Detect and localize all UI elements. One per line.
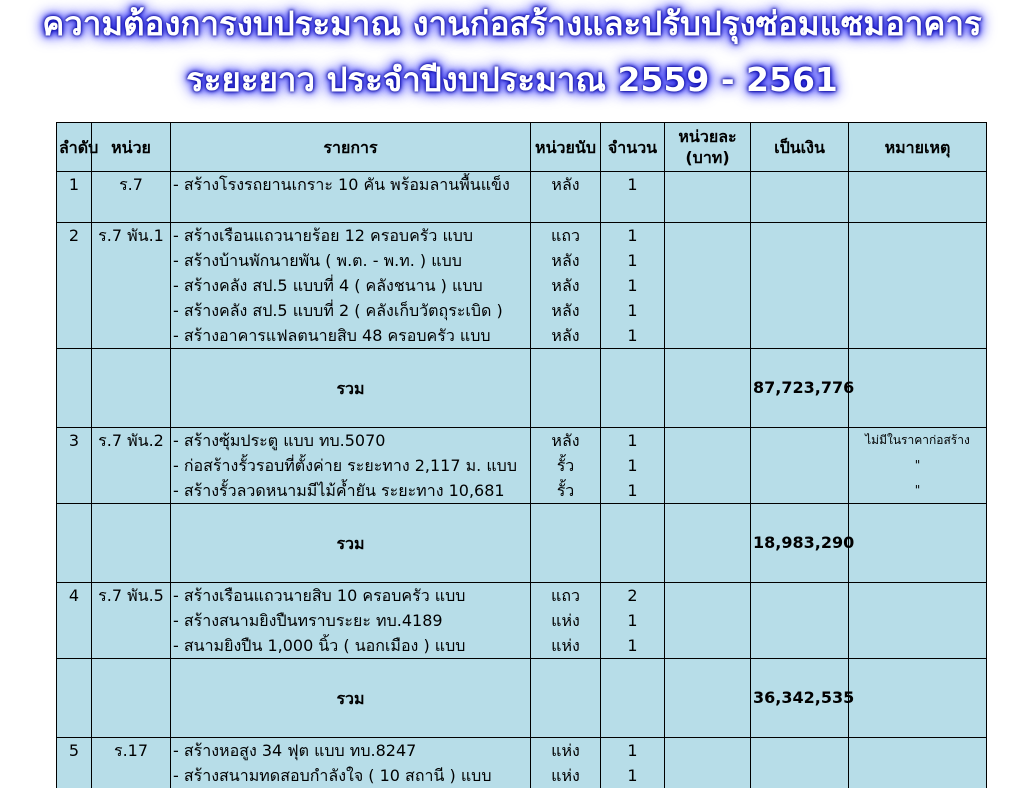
- row-desc: - สนามยิงปืน 1,000 นิ้ว ( นอกเมือง ) แบบ: [171, 633, 531, 659]
- row-remark: [849, 298, 987, 323]
- row-unit: ร.17: [92, 738, 171, 764]
- row-desc: - สร้างหอสูง 34 ฟุต แบบ ทบ.8247: [171, 738, 531, 764]
- row-no: 3: [57, 428, 92, 454]
- row-count-unit: แห่ง: [531, 633, 601, 659]
- row-count-unit: แถว: [531, 583, 601, 609]
- row-unit-price: [665, 172, 751, 198]
- row-count-unit: รั้ว: [531, 478, 601, 504]
- header-remark: หมายเหตุ: [849, 123, 987, 172]
- row-desc: - สร้างซุ้มประตู แบบ ทบ.5070: [171, 428, 531, 454]
- row-remark: [849, 273, 987, 298]
- row-count-unit: แห่ง: [531, 738, 601, 764]
- row-desc: - สร้างคลัง สป.5 แบบที่ 2 ( คลังเก็บวัตถุระเบิด ): [171, 298, 531, 323]
- budget-table: [56, 122, 987, 788]
- row-count-unit: หลัง: [531, 323, 601, 349]
- row-count-unit: หลัง: [531, 428, 601, 454]
- row-remark: ": [849, 478, 987, 504]
- row-qty: 1: [601, 298, 665, 323]
- row-desc: - สร้างโรงรถยานเกราะ 10 คัน พร้อมลานพื้นแข็ง: [171, 172, 531, 198]
- row-desc: - ก่อสร้างรั้วรอบที่ตั้งค่าย ระยะทาง 2,117 ม. แบบ: [171, 453, 531, 478]
- row-count-unit: แถว: [531, 223, 601, 249]
- total-amount: 18,983,290: [751, 504, 849, 583]
- row-qty: 1: [601, 172, 665, 198]
- table-row: [57, 197, 987, 223]
- row-qty: 1: [601, 453, 665, 478]
- table-header-row: [57, 123, 987, 172]
- row-count-unit: หลัง: [531, 298, 601, 323]
- row-qty: 1: [601, 248, 665, 273]
- row-desc: - สร้างคลัง สป.5 แบบที่ 4 ( คลังชนาน ) แบบ: [171, 273, 531, 298]
- row-remark: [849, 172, 987, 198]
- row-count-unit: หลัง: [531, 273, 601, 298]
- row-count-unit: หลัง: [531, 248, 601, 273]
- row-desc: - สร้างสนามทดสอบกำลังใจ ( 10 สถานี ) แบบ: [171, 763, 531, 788]
- total-amount: 87,723,776: [751, 349, 849, 428]
- row-qty: 1: [601, 478, 665, 504]
- table-row: [57, 583, 987, 609]
- row-count-unit: แห่ง: [531, 763, 601, 788]
- row-unit: ร.7: [92, 172, 171, 198]
- row-desc: - สร้างเรือนแถวนายร้อย 12 ครอบครัว แบบ: [171, 223, 531, 249]
- header-no: ลำดับ: [57, 123, 92, 172]
- table-row: [57, 738, 987, 764]
- row-unit: ร.7 พัน.2: [92, 428, 171, 454]
- row-qty: 2: [601, 583, 665, 609]
- row-count-unit: หลัง: [531, 172, 601, 198]
- total-row: [57, 349, 987, 428]
- table-row: [57, 763, 987, 788]
- table-row: [57, 273, 987, 298]
- total-label: รวม: [171, 504, 531, 583]
- row-desc: - สร้างอาคารแฟลตนายสิบ 48 ครอบครัว แบบ: [171, 323, 531, 349]
- row-desc: - สร้างรั้วลวดหนามมีไม้ค้ำยัน ระยะทาง 10,681: [171, 478, 531, 504]
- row-no: 4: [57, 583, 92, 609]
- table-row: [57, 608, 987, 633]
- header-qty: จำนวน: [601, 123, 665, 172]
- row-remark: [849, 738, 987, 764]
- row-count-unit: รั้ว: [531, 453, 601, 478]
- row-qty: 1: [601, 633, 665, 659]
- row-remark: ": [849, 453, 987, 478]
- table-row: [57, 478, 987, 504]
- title-line-1: ความต้องการงบประมาณ งานก่อสร้างและปรับปรุงซ่อมแซมอาคาร: [42, 4, 982, 43]
- row-desc: - สร้างบ้านพักนายพัน ( พ.ต. - พ.ท. ) แบบ: [171, 248, 531, 273]
- row-remark: [849, 633, 987, 659]
- row-remark: [849, 608, 987, 633]
- table-row: [57, 223, 987, 249]
- row-qty: 1: [601, 323, 665, 349]
- header-unit-price: หน่วยละ (บาท): [665, 123, 751, 172]
- header-unit: หน่วย: [92, 123, 171, 172]
- row-unit: ร.7 พัน.1: [92, 223, 171, 249]
- row-qty: 1: [601, 273, 665, 298]
- row-qty: 1: [601, 763, 665, 788]
- header-amount: เป็นเงิน: [751, 123, 849, 172]
- row-remark: [849, 323, 987, 349]
- table-row: [57, 633, 987, 659]
- total-amount: 36,342,535: [751, 659, 849, 738]
- header-item: รายการ: [171, 123, 531, 172]
- row-remark: [849, 248, 987, 273]
- row-remark: [849, 763, 987, 788]
- table-row: [57, 248, 987, 273]
- title-line-2: ระยะยาว ประจำปีงบประมาณ 2559 - 2561: [186, 60, 838, 99]
- row-desc: - สร้างเรือนแถวนายสิบ 10 ครอบครัว แบบ: [171, 583, 531, 609]
- table-row: [57, 428, 987, 454]
- row-no: 2: [57, 223, 92, 249]
- table-row: [57, 298, 987, 323]
- row-count-unit: แห่ง: [531, 608, 601, 633]
- row-qty: 1: [601, 223, 665, 249]
- header-count-unit: หน่วยนับ: [531, 123, 601, 172]
- row-no: 5: [57, 738, 92, 764]
- row-qty: 1: [601, 608, 665, 633]
- total-label: รวม: [171, 349, 531, 428]
- row-qty: 1: [601, 428, 665, 454]
- table-row: [57, 323, 987, 349]
- row-remark: ไม่มีในราคาก่อสร้าง: [849, 428, 987, 454]
- row-amount: [751, 172, 849, 198]
- total-row: [57, 504, 987, 583]
- table-row: [57, 453, 987, 478]
- total-label: รวม: [171, 659, 531, 738]
- row-unit: ร.7 พัน.5: [92, 583, 171, 609]
- row-remark: [849, 583, 987, 609]
- row-qty: 1: [601, 738, 665, 764]
- row-desc: - สร้างสนามยิงปืนทราบระยะ ทบ.4189: [171, 608, 531, 633]
- row-no: 1: [57, 172, 92, 198]
- budget-table-container: [56, 122, 986, 788]
- row-remark: [849, 223, 987, 249]
- total-row: [57, 659, 987, 738]
- table-row: [57, 172, 987, 198]
